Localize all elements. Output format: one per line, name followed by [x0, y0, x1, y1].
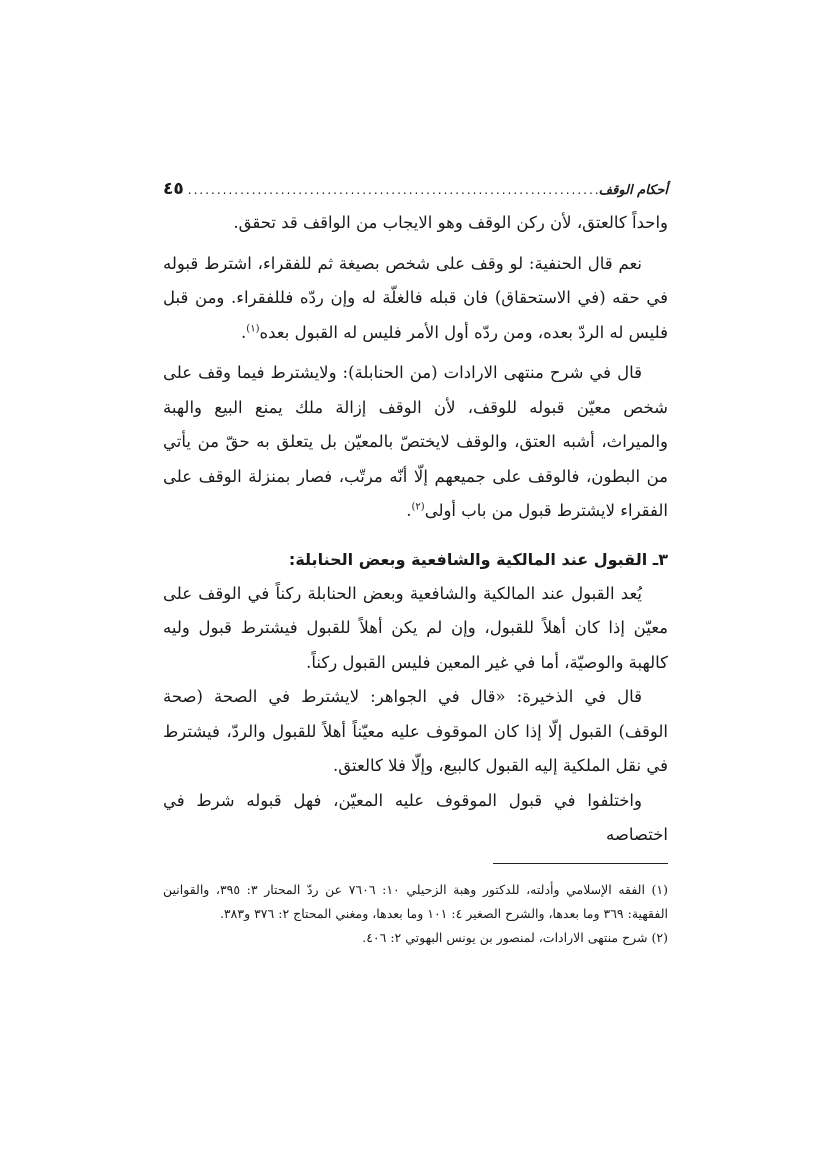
book-page: [163, 176, 668, 950]
paragraph-2-end: .: [241, 322, 247, 342]
footnote-2: (٢) شرح منتهى الارادات، لمنصور بن يونس البهوتي ٢: ٤٠٦.: [362, 929, 668, 945]
paragraph-6-text: واختلفوا في قبول الموقوف عليه المعيّن، فهل قبوله شرط في اختصاصه: [163, 790, 668, 844]
paragraph-3: [163, 356, 668, 529]
paragraph-5: [163, 680, 668, 784]
footnote-1: (١) الفقه الإسلامي وأدلته، للدكتور وهبة الزحيلي ١٠: ٧٦٠٦ عن ردّ المحتار ٣: ٣٩٥، والقوانين الفقهية: ٣٦٩ وما بعدها، والشرح الصغير ٤: ١٠١ وما بعدها، ومغني المحتاج ٢: ٣٧٦ و٣٨٣.: [163, 881, 669, 921]
paragraph-5-text: قال في الذخيرة: «قال في الجواهر: لايشترط في الصحة (صحة الوقف) القبول إلّا إذا كان الموقوف عليه معيّناً أهلاً للقبول والردّ، فيشترط في نقل الملكية إليه القبول كالبيع، وإلّا فلا كالعتق.: [163, 687, 668, 775]
book-title: أحكام الوقف: [598, 183, 668, 198]
paragraph-2: [163, 247, 668, 351]
paragraph-3-end: .: [406, 501, 412, 520]
footnote-ref-1[interactable]: (١): [246, 323, 260, 334]
paragraph-1: [163, 206, 668, 241]
paragraph-3-text: قال في شرح منتهى الارادات (من الحنابلة): ولايشترط فيما وقف على شخص معيّن قبوله للوقف، لأن الوقف إزالة ملك يمنع البيع والهبة والميراث، أشبه العتق، والوقف لايختصّ بالمعيّن بل يتعلق به حقّ من يأتي من البطون، فالوقف على جميعهم إلّا أنّه مرتّب، فصار بمنزلة الوقف على الفقراء لايشترط قبول من باب أولى: [163, 363, 668, 520]
section-heading: ٣ـ القبول عند المالكية والشافعية وبعض الحنابلة:: [288, 549, 668, 569]
paragraph-1-text: واحداً كالعتق، لأن ركن الوقف وهو الايجاب من الواقف قد تحقق.: [233, 213, 668, 232]
paragraph-6: [163, 784, 668, 853]
paragraph-4: [163, 577, 668, 681]
page-number: ٤٥: [163, 179, 184, 199]
footnote-divider: [493, 863, 668, 864]
footnote-ref-2[interactable]: (٢): [411, 501, 425, 513]
running-header: [163, 176, 668, 206]
leader-dots: [184, 177, 599, 203]
paragraph-4-text: يُعد القبول عند المالكية والشافعية وبعض الحنابلة ركناً في الوقف على معيّن إذا كان أهلاً للقبول، وإن لم يكن أهلاً للقبول فيشترط قبول وليه كالهبة والوصيّة، أما في غير المعين فليس القبول ركناً.: [163, 583, 668, 672]
paragraph-2-text: نعم قال الحنفية: لو وقف على شخص بصيغة ثم للفقراء، اشترط قبوله في حقه (في الاستحقاق) فان قبله فالغلّة له وإن ردّه فللفقراء. ومن قبل فليس له الردّ بعده، ومن ردّه أول الأمر فليس له القبول بعده: [163, 253, 668, 342]
